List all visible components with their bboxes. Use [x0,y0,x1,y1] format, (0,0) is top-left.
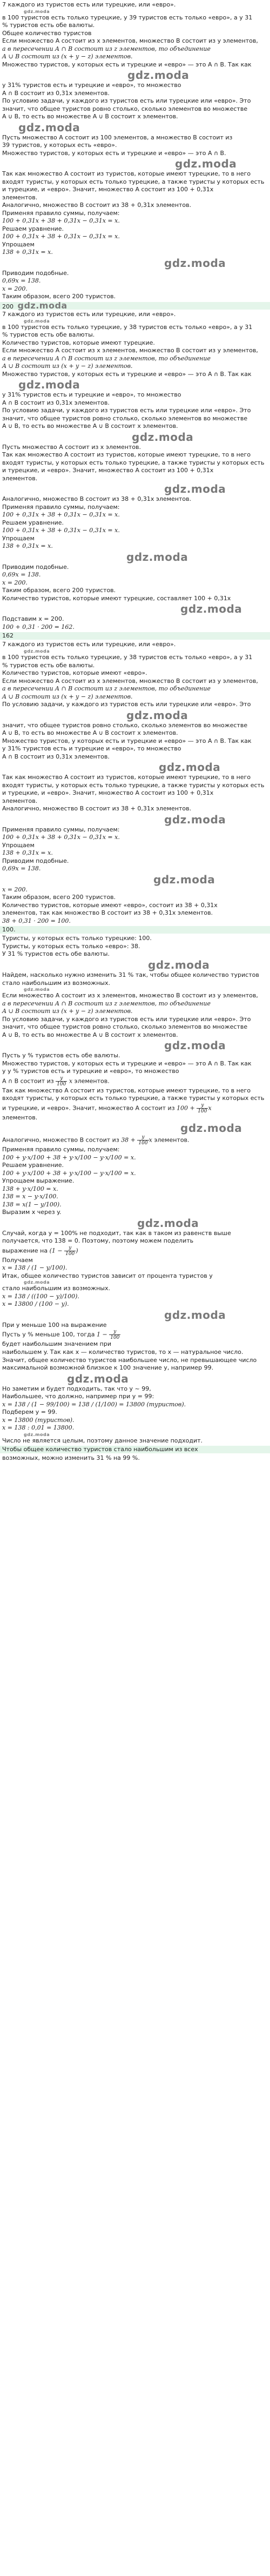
text-line: Упрощаем выражение. [2,1177,75,1185]
equation: 100 + y·x/100 + 38 + y·x/100 − y·x/100 = x. [2,1153,136,1161]
text-line: Множество туристов, у которых есть и турецкие и «евро» — это A ∩ B. Так как [2,370,252,378]
text-line: Приводим подобные. [2,563,69,571]
text-line: возможных, можно изменить 31 % на 99 %. [2,1454,140,1462]
watermark-large: gdz.moda [137,1216,199,1230]
text-line: Так как множество A состоит из туристов, которые имеют турецкие, то в него [2,1086,251,1094]
text-line: входят туристы, у которых есть только турецкие, а также туристы у которых есть [2,178,265,185]
watermark-large: gdz.moda [148,958,210,971]
fraction: $\frac{y}{100}$ [65,1245,75,1257]
text-fragment: выражение на [2,1247,48,1255]
text-line: Подставим x = 200. [2,615,64,623]
text-line: у 31% туристов есть и турецкие и «евро», то множество [2,82,181,89]
text-line: у 31% туристов есть и турецкие и «евро», то множество [2,391,181,399]
text-line: По условию задачи, у каждого из туристов есть или турецкие или «евро». Это [2,1015,251,1023]
text-line: входят туристы, у которых есть только турецкие, а также туристы у которых есть [2,459,265,466]
answer-band [0,632,270,640]
answer-value: 200 [2,303,14,310]
text-line: Множество туристов, у которых есть и турецкие и «евро» — это A ∩ B. [2,149,226,157]
text-line: Таким образом, всего 200 туристов. [2,587,116,594]
text-line: входят туристы, у которых есть только турецкие, а также туристы у которых есть [2,1095,265,1102]
text-line: значит, что общее туристов ровно столько, сколько элементов во множестве [2,721,248,729]
text-line: Пусть множество A состоит из x элементов. [2,443,141,451]
watermark-large: gdz.moda [153,873,215,886]
watermark-large: gdz.moda [159,761,221,774]
equation: 100 + 0,31x + 38 + 0,31x − 0,31x = x. [2,217,120,225]
text-line: и турецкие, и «евро». Значит, множество A состоит из 100 + $\frac{y}{100}$ x [2,1102,212,1114]
text-line: элементов. [2,797,38,804]
text-line: элементов. [2,474,38,482]
text-fragment: и турецкие, и «евро». Значит, множество A состоит из [2,1104,175,1112]
text-line: A ∪ B, то есть во множестве A ∪ B состоит x элементов. [2,113,178,120]
math-line: а в пересечении A ∩ B состоит из z элементов, то объединение [2,999,211,1007]
equation: 100 + 0,31x + 38 + 0,31x − 0,31x = x. [2,834,120,841]
text-line: у 31% туристов есть и турецкие и «евро», то множество [2,745,181,753]
text-line: Так как множество A состоит из туристов, которые имеют турецкие, то в него [2,170,251,178]
equation: 0,69x = 138. [2,571,41,579]
watermark-small: gdz.moda [24,318,50,324]
text-line: Но заметим и будет подходить, так что y ~ 99, [2,1385,151,1392]
equation: 0,69x = 138. [2,277,41,285]
equation: 138 + 0,31x = x. [2,249,53,256]
text-line: Упрощаем [2,534,35,542]
equation: 138 + y·x/100 = x. [2,1185,58,1192]
text-line: Таким образом, всего 200 туристов. [2,293,116,300]
equation: 100 + 0,31x + 38 + 0,31x − 0,31x = x. [2,511,120,519]
text-line: 39 туристов, у которых есть «евро». [2,142,117,149]
fraction: $\frac{y}{100}$ [138,1135,148,1146]
text-line: Множество туристов, у которых есть и турецкие и «евро» — это A ∩ B. Так как [2,61,252,68]
text-line: получается, что 138 = 0. Поэтому, поэтому можем поделить [2,1237,194,1245]
answer-value: 100. [2,926,16,934]
text-line: Наибольшее, что должно, например при y = 99: [2,1393,154,1400]
text-line: A ∩ B состоит из $\frac{y}{100}$ x элементов. [2,1075,110,1087]
text-line: По условию задачи, у каждого из туристов есть или турецкие или «евро». Это [2,97,251,105]
watermark-large: gdz.moda [175,157,237,171]
text-line: Если множество A состоит из x элементов, множество B состоит из y элементов, [2,37,258,45]
text-line: Если множество A состоит из x элементов, множество B состоит из y элементов, [2,677,258,685]
equation: 100 + y·x/100 + 38 + y·x/100 − y·x/100 = x. [2,1169,136,1177]
text-line: По условию задачи, у каждого из туристов есть или турецкие или «евро». Это [2,701,251,708]
text-line: максимальной возможной близкое к 100 значение y, например 99. [2,1364,214,1372]
text-line: Количество туристов, которые имеют «евро», состоит из 38 + 0,31x [2,901,218,909]
text-line: 7 каждого из туристов есть или турецкие, или «евро». [2,1,176,8]
watermark-large: gdz.moda [180,1122,242,1135]
answer-band [0,302,270,310]
math-line: A ∪ B состоит из (x + y − z) элементов. [2,1008,133,1015]
text-line: Найдем, насколько нужно изменить 31 % так, чтобы общее количество туристов [2,971,259,978]
text-line: Таким образом, всего 200 туристов. [2,894,116,901]
text-line: в 100 туристов есть только турецкие, у 39 туристов есть только «евро», а у 31 [2,14,253,21]
text-fragment: элементов. [74,1077,110,1085]
text-line: и турецкие, и «евро». Значит, множество A состоит из 100 + 0,31x [2,186,214,193]
text-line: Туристы, у которых есть только турецкие: 100. [2,935,152,942]
text-line: % туристов есть обе валюты. [2,661,95,669]
watermark-large: gdz.moda [164,256,226,270]
text-line: Множество туристов, у которых есть и турецкие и «евро» — это A ∩ B. Так как [2,737,252,744]
text-line: Применяя правило суммы, получаем: [2,1146,120,1153]
watermark-large: gdz.moda [18,378,80,392]
text-line: A ∪ B, то есть во множестве A ∪ B состоит x элементов. [2,422,178,430]
text-line: входят туристы, у которых есть только турецкие, а также туристы у которых есть [2,781,265,789]
text-line: Множество туристов, у которых есть и турецкие и «евро» — это A ∩ B. Так как [2,1059,252,1067]
text-fragment: Пусть y % меньше 100, тогда [2,1331,95,1338]
equation: x = 13800 (туристов). [2,1416,75,1424]
text-line: Решаем уравнение. [2,519,64,526]
section-3 [2,641,268,934]
math-line: а в пересечении A ∩ B состоит из z элементов, то объединение [2,45,211,52]
text-fragment: Чтобы общее количество туристов стало наибольшим из всех [2,1446,198,1453]
watermark-large: gdz.moda [180,602,242,616]
text-line: у y % туристов есть и турецкие и «евро», то множество [2,1068,179,1075]
text-line: Случай, когда y = 100% не подходит, так как в таком из равенств выше [2,1229,231,1237]
text-line: По условию задачи, у каждого из туристов есть или турецкие или «евро». Это [2,407,251,414]
watermark-small: gdz.moda [24,9,50,14]
text-line: будет наибольшим значением при [2,1340,111,1348]
text-line: Применяя правило суммы, получаем: [2,826,120,833]
fraction: $\frac{y}{100}$ [57,1075,66,1087]
text-line: Подберем y = 99. [2,1408,57,1416]
text-line: Приводим подобные. [2,269,69,277]
section-4 [2,935,268,1462]
watermark-small: gdz.moda [24,987,50,992]
text-line: Число не является целым, поэтому данное значение подходит. [2,1437,203,1444]
text-line: Количество туристов, которые имеют турецкие, составляет 100 + 0,31x [2,594,231,602]
text-line: Так как множество A состоит из туристов, которые имеют турецкие, то в него [2,451,251,459]
text-line: значит, что общее туристов ровно столько, сколько элементов во множестве [2,105,248,112]
equation: x = 200. [2,579,28,586]
fraction: $\frac{y}{100}$ [110,1329,120,1341]
equation: 100 + 0,31 · 200 = 162. [2,623,75,630]
equation: 138 = x − y·x/100. [2,1193,58,1200]
text-line: в 100 туристов есть только турецкие, у 38 туристов есть только «евро», а у 31 [2,654,253,661]
equation: 138 + 0,31x = x. [2,542,53,550]
text-line: Так как множество A состоит из туристов, которые имеют турецкие, то в него [2,774,251,781]
text-line: элементов. [2,1113,38,1121]
watermark-small: gdz.moda [24,649,50,654]
equation: 138 + 0,31x = x. [2,849,53,857]
text-line: Значит, общее количество туристов наибольшее число, не превышающее число [2,1356,257,1364]
math-line: а в пересечении A ∩ B состоит из z элементов, то объединение [2,685,211,693]
watermark-large: gdz.moda [17,300,68,311]
watermark-large: gdz.moda [164,813,226,826]
text-line: и турецкие, и «евро». Значит, множество A состоит из 100 + 0,31x [2,467,214,474]
equation: 100 + 0,31x + 38 + 0,31x − 0,31x = x. [2,527,120,534]
text-line: Итак, общее количество туристов зависит от процента туристов y [2,1272,213,1279]
text-line: Пусть множество A состоит из 100 элементов, а множество B состоит из [2,133,233,141]
equation: x = 13800 / (100 − y). [2,1300,69,1308]
text-line: Аналогично, множество B состоит из 38 + $\frac{y}{100}$ x элементов. [2,1135,190,1146]
text-line: Решаем уравнение. [2,1162,64,1169]
watermark-large: gdz.moda [164,1039,226,1052]
text-line: Применяя правило суммы, получаем: [2,503,120,511]
text-line: элементов, так как множество B состоит из 38 + 0,31x элементов. [2,909,213,917]
watermark-large: gdz.moda [127,69,190,82]
watermark-large: gdz.moda [18,120,80,134]
text-fragment: A ∩ B состоит из [2,1077,54,1085]
text-line: A ∩ B состоит из 0,31x элементов. [2,89,110,97]
text-line: Получаем [2,1256,33,1264]
equation: x = 200. [2,285,28,292]
math-line: A ∪ B состоит из (x + y − z) элементов. [2,693,133,700]
text-line: Аналогично, множество B состоит из 38 + 0,31x элементов. [2,805,192,813]
text-line: Общее количество туристов [2,29,92,37]
text-line: элементов. [2,193,38,201]
text-line: A ∩ B состоит из 0,31x элементов. [2,753,110,760]
text-line: в 100 туристов есть только турецкие, у 38 туристов есть только «евро», а у 31 [2,323,253,331]
equation: x = 138 / ((100 − y)/100). [2,1292,79,1300]
equation: x = 200. [2,886,28,893]
text-line: Если множество A состоит из x элементов, множество B состоит из y элементов, [2,347,258,354]
watermark-large: gdz.moda [164,482,226,496]
watermark-large: gdz.moda [67,1372,129,1385]
text-fragment: Аналогично, множество B состоит из [2,1136,119,1144]
text-line: 7 каждого из туристов есть или турецкие, или «евро». [2,641,176,648]
text-line: стало наибольшим из возможных. [2,1285,110,1292]
text-fragment: элементов. [154,1136,190,1144]
text-line: Туристы, у которых есть только «евро»: 38. [2,942,140,950]
text-line: Если множество A состоит из x элементов, множество B состоит из y элементов, [2,992,258,999]
equation: 100 + 0,31x + 38 + 0,31x − 0,31x = x. [2,233,120,240]
text-line: У 31 % туристов есть обе валюты. [2,950,110,958]
text-line: % туристов есть обе валюты. [2,331,95,339]
text-line: Количество туристов, которые имеют «евро». [2,669,147,677]
text-line: Количество туристов, которые имеют турецкие. [2,339,155,346]
text-line: Решаем уравнение. [2,225,64,232]
equation: 38 + 0,31 · 200 = 100. [2,917,71,924]
watermark-large: gdz.moda [132,430,194,444]
equation: 138 = x(1 − y/100). [2,1200,62,1208]
answer-band [0,926,270,934]
text-line: При y меньше 100 на выражение [2,1321,107,1329]
math-line: A ∪ B состоит из (x + y − z) элементов. [2,53,133,61]
text-line: Приводим подобные. [2,857,69,864]
text-line: Упрощаем [2,841,35,849]
text-line: A ∪ B, то есть во множестве A ∪ B состоит x элементов. [2,729,178,737]
text-line: значит, что общее туристов ровно столько, сколько элементов во множестве [2,414,248,422]
watermark-large: gdz.moda [126,708,188,722]
equation: x = 138 / (1 − 99/100) = 138 / (1/100) = 13800 (туристов). [2,1400,186,1408]
text-line: A ∪ B, то есть во множестве A ∪ B состоит x элементов. [2,1031,178,1038]
text-line: значит, что общее туристов ровно столько, сколько элементов во множестве [2,1023,248,1031]
text-line: Аналогично, множество B состоит из 38 + 0,31x элементов. [2,495,192,503]
answer-value: 162 [2,632,14,640]
section-2 [2,311,268,640]
text-line: Пусть y % туристов есть обе валюты. [2,1052,120,1059]
text-line: стало наибольшим из возможных. [2,979,110,987]
equation: x = 138 : 0,01 = 13800. [2,1424,75,1432]
text-line: Упрощаем [2,240,35,248]
section-1 [2,1,268,310]
text-line: выражение на (1 − $\frac{y}{100}$ ) [2,1245,78,1257]
text-line: Выразим x через y. [2,1209,62,1216]
math-line: A ∪ B состоит из (x + y − z) элементов. [2,363,133,370]
text-line: Пусть y % меньше 100, тогда 1 − $\frac{y}{100}$ [2,1329,120,1341]
equation: 0,69x = 138. [2,865,41,873]
math-line: а в пересечении A ∩ B состоит из z элементов, то объединение [2,354,211,362]
text-line: Применяя правило суммы, получаем: [2,209,120,217]
text-line: % туристов есть обе валюты. [2,22,95,29]
answer-band [0,1446,270,1453]
text-line: A ∩ B состоит из 0,31x элементов. [2,399,110,406]
text-line: Аналогично, множество B состоит из 38 + 0,31x элементов. [2,202,192,209]
equation: x = 138 / (1 − y/100). [2,1264,68,1272]
text-line: и турецкие, и «евро». Значит, множество A состоит из 100 + 0,31x [2,789,214,797]
text-line: наибольшем y. Так как x — количество туристов, то x — натуральное число. [2,1349,244,1356]
watermark-large: gdz.moda [126,550,188,564]
watermark-large: gdz.moda [164,1308,226,1321]
fraction: $\frac{y}{100}$ [198,1102,207,1114]
watermark-small: gdz.moda [24,1432,50,1437]
watermark-small: gdz.moda [24,1280,50,1285]
text-line: 7 каждого из туристов есть или турецкие, или «евро». [2,310,176,318]
